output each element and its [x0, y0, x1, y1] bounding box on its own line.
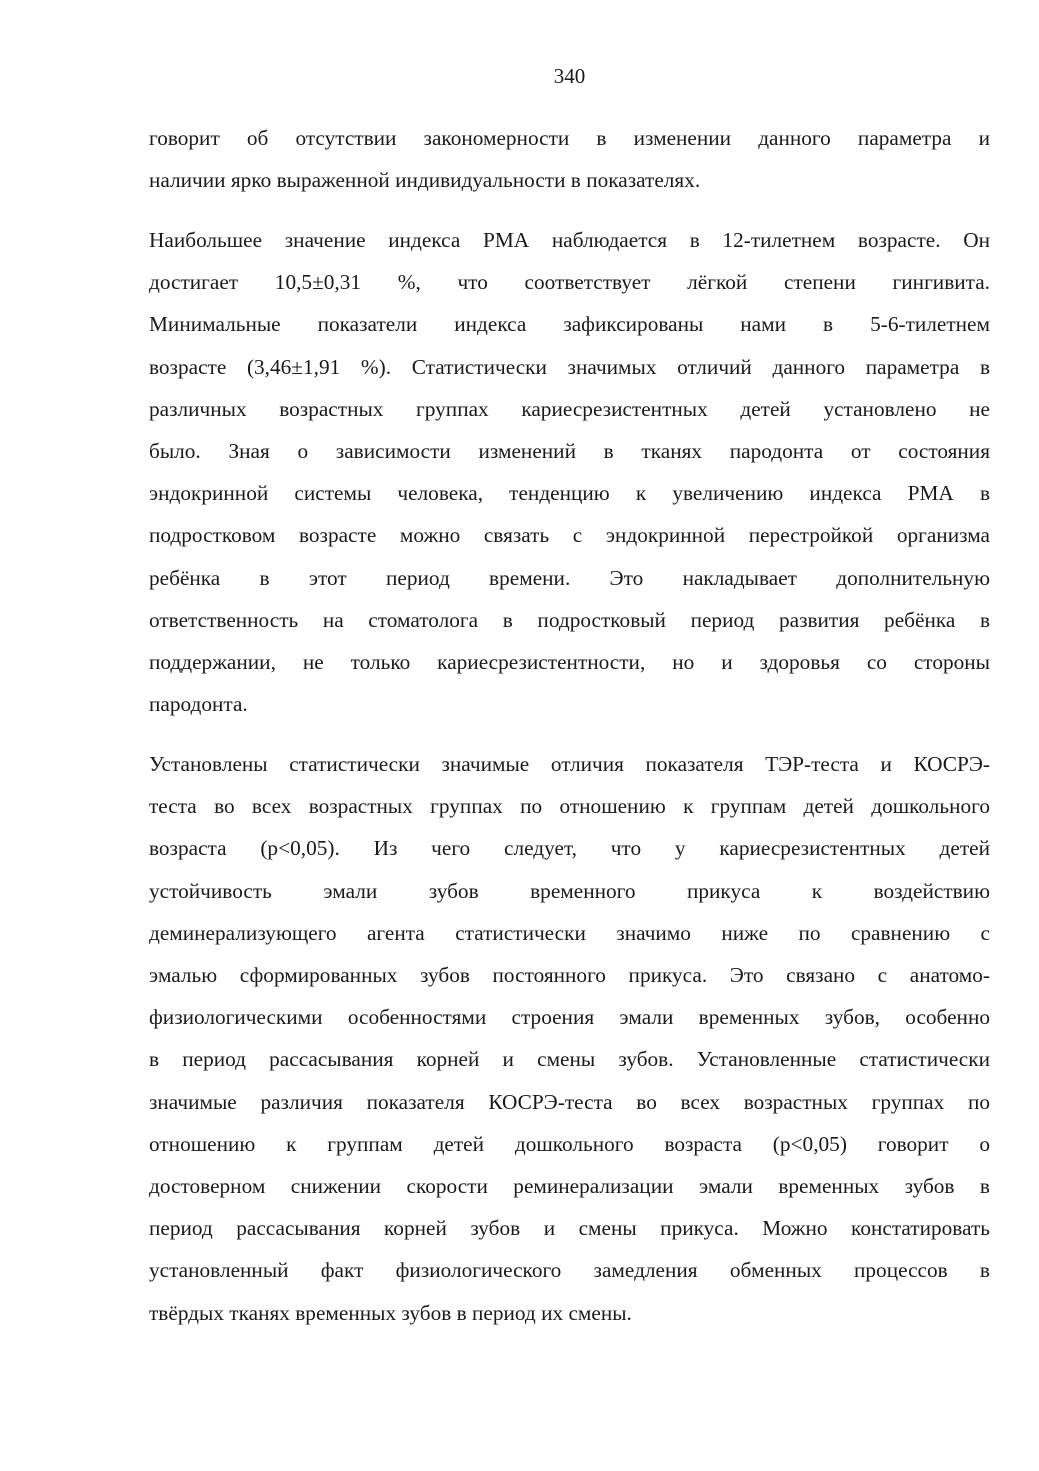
text-line: Минимальные показатели индекса зафиксированы нами в 5-6-тилетнем: [149, 312, 990, 337]
text-line: Наибольшее значение индекса РМА наблюдается в 12-тилетнем возрасте. Он: [149, 228, 990, 252]
text-line: отношению к группам детей дошкольного возраста (p<0,05) говорит о: [149, 1131, 990, 1156]
text-line: в период рассасывания корней и смены зубов. Установленные статистически: [149, 1047, 990, 1072]
text-line: ответственность на стоматолога в подростковый период развития ребёнка в: [149, 607, 990, 632]
text-line: достигает 10,5±0,31 %, что соответствует лёгкой степени гингивита.: [149, 270, 990, 295]
paragraph-3: [149, 743, 990, 1334]
text-line: возраста (p<0,05). Из чего следует, что у кариесрезистентных детей: [149, 836, 990, 861]
text-line: наличии ярко выраженной индивидуальности в показателях.: [149, 168, 701, 193]
text-line: возрасте (3,46±1,91 %). Статистически значимых отличий данного параметра в: [149, 354, 990, 379]
text-line: деминерализующего агента статистически значимо ниже по сравнению с: [149, 920, 990, 945]
text-line: значимые различия показателя КОСРЭ-теста во всех возрастных группах по: [149, 1089, 990, 1114]
text-line: достоверном снижении скорости реминерализации эмали временных зубов в: [149, 1174, 990, 1199]
text-line: физиологическими особенностями строения эмали временных зубов, особенно: [149, 1005, 990, 1030]
text-line: поддержании, не только кариесрезистентности, но и здоровья со стороны: [149, 650, 990, 675]
text-line: установленный факт физиологического замедления обменных процессов в: [149, 1258, 990, 1283]
text-line: было. Зная о зависимости изменений в тканях пародонта от состояния: [149, 439, 990, 464]
text-line: ребёнка в этот период времени. Это накладывает дополнительную: [149, 565, 990, 590]
text-line: твёрдых тканях временных зубов в период их смены.: [149, 1300, 632, 1325]
text-line: Установлены статистически значимые отличия показателя ТЭР-теста и КОСРЭ-: [149, 752, 990, 776]
text-line: пародонта.: [149, 692, 248, 717]
text-line: теста во всех возрастных группах по отношению к группам детей дошкольного: [149, 794, 990, 819]
text-line: различных возрастных группах кариесрезистентных детей установлено не: [149, 396, 990, 421]
text-line: период рассасывания корней зубов и смены прикуса. Можно констатировать: [149, 1216, 990, 1241]
text-line: устойчивость эмали зубов временного прикуса к воздействию: [149, 878, 990, 903]
text-line: говорит об отсутствии закономерности в изменении данного параметра и: [149, 126, 990, 150]
paragraph-1: [149, 117, 990, 201]
text-line: эмалью сформированных зубов постоянного прикуса. Это связано с анатомо-: [149, 963, 990, 988]
paragraph-2: [149, 219, 990, 725]
page-number: 340: [553, 64, 586, 88]
text-line: эндокринной системы человека, тенденцию к увеличению индекса РМА в: [149, 481, 990, 506]
text-line: подростковом возрасте можно связать с эндокринной перестройкой организма: [149, 523, 990, 548]
